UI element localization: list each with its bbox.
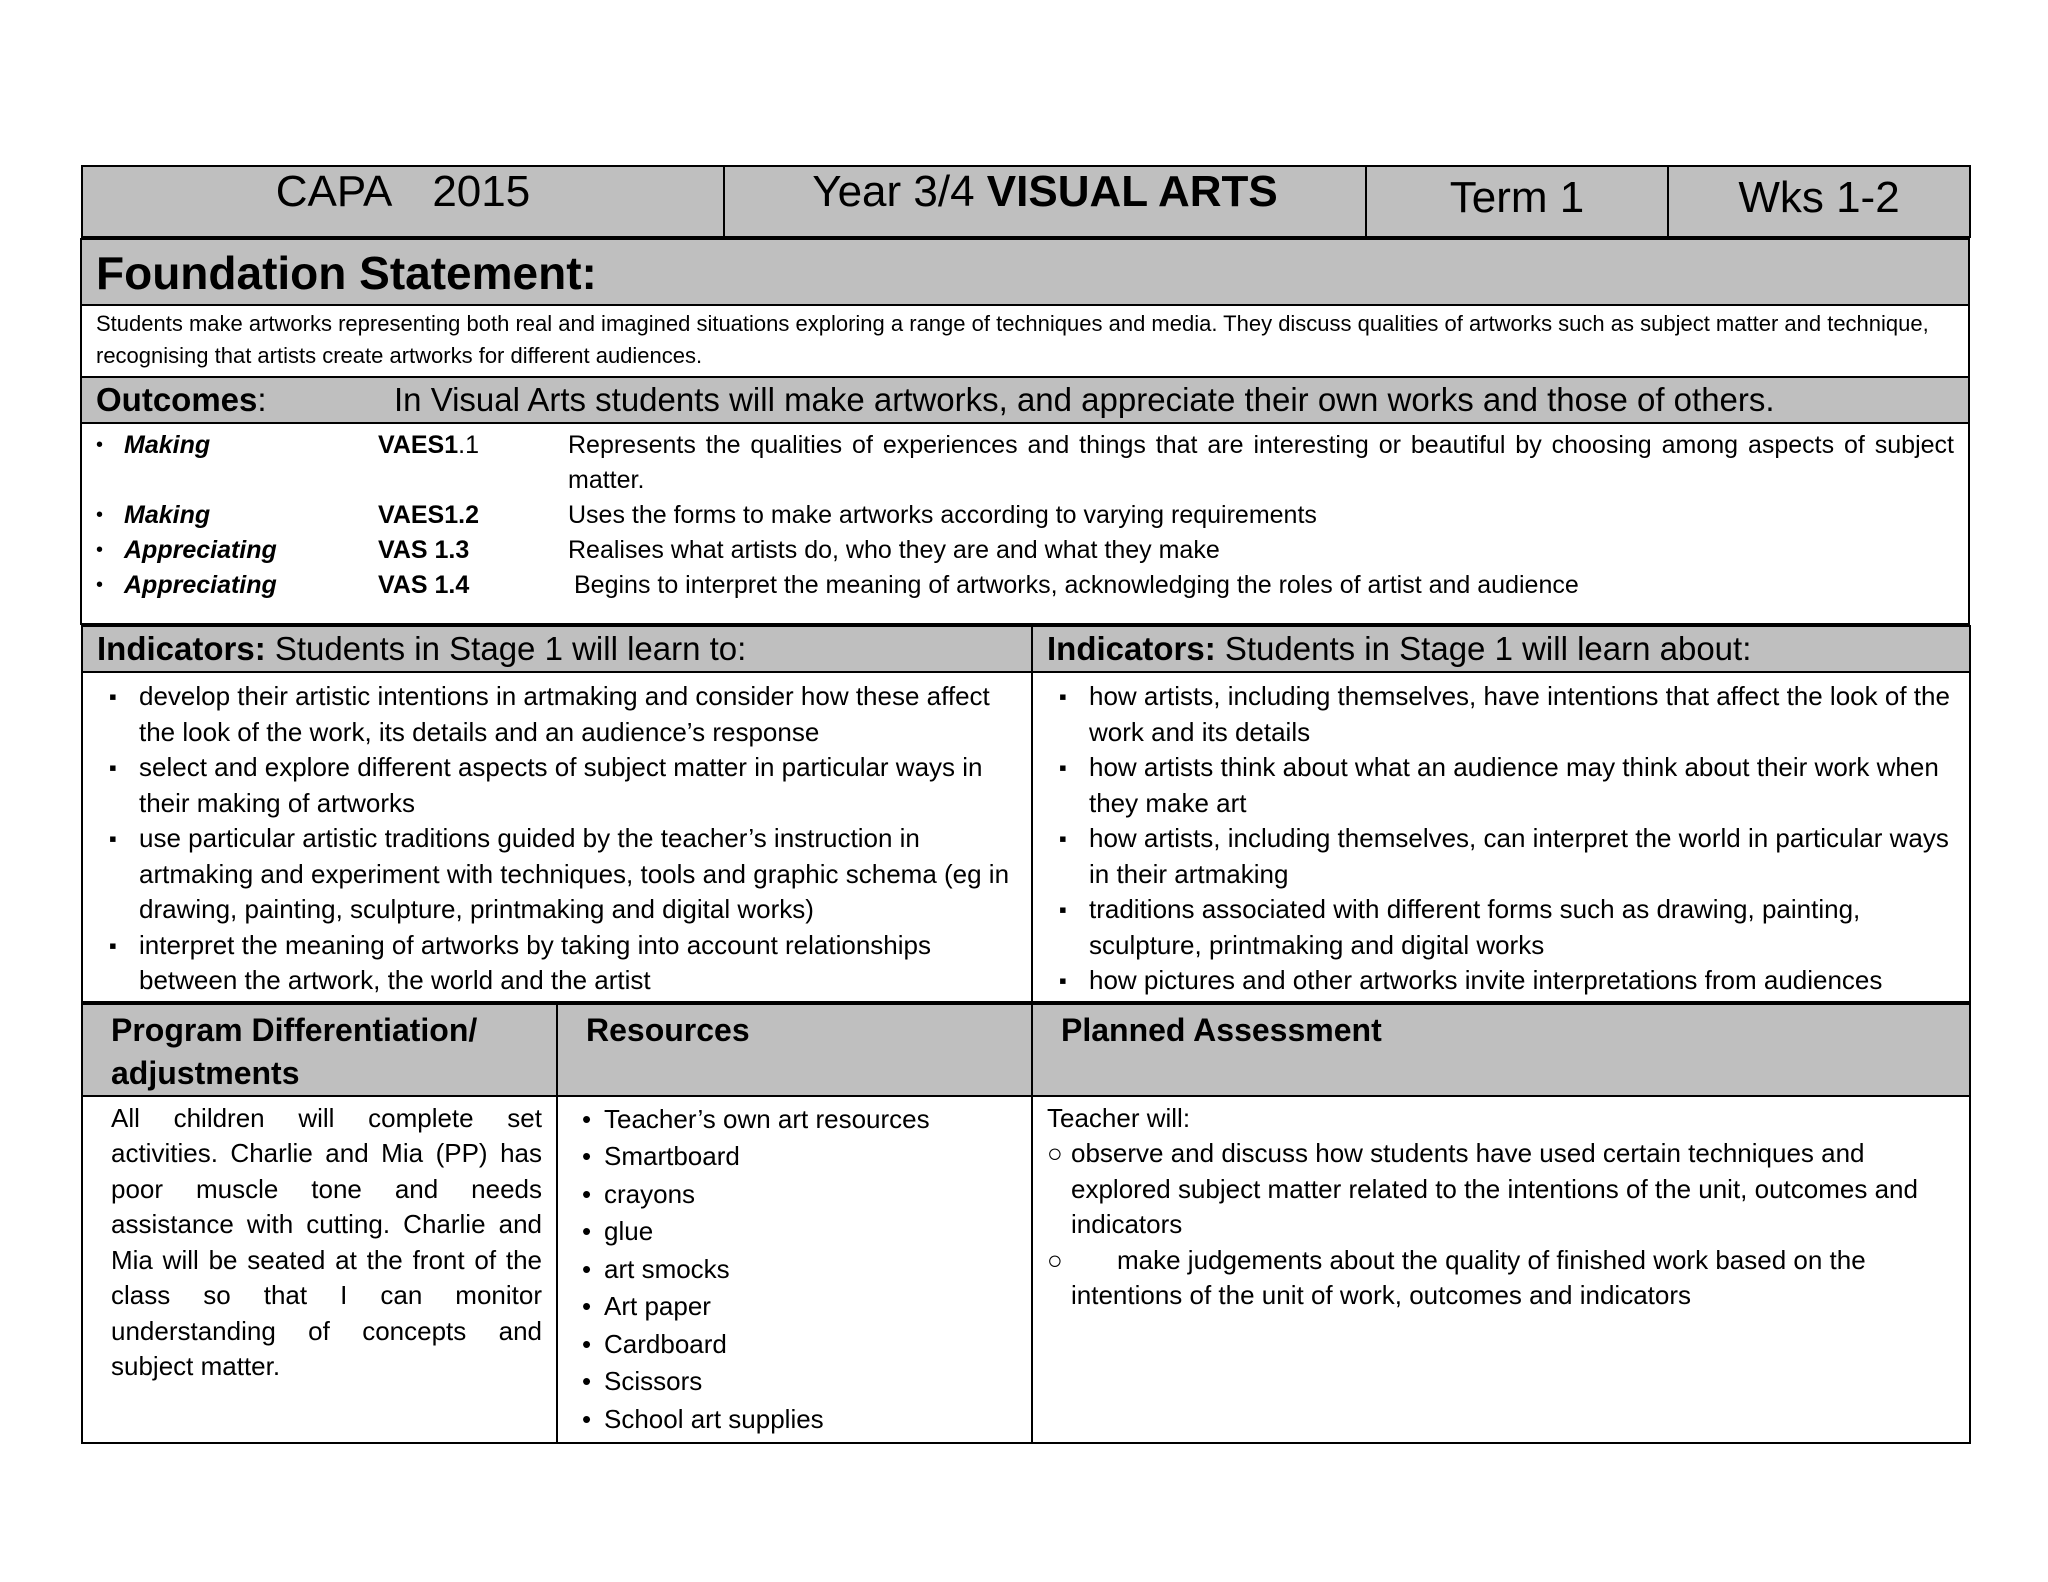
list-item: ▪ traditions associated with different forms such as drawing, painting, sculpture, printmaking and digital works bbox=[1089, 892, 1955, 963]
area-cell bbox=[724, 166, 1366, 237]
list-item: ▪ how artists, including themselves, can interpret the world in particular ways in their artmaking bbox=[1089, 821, 1955, 892]
list-item: ▪ use particular artistic traditions guided by the teacher’s instruction in artmaking and experiment with techniques, tools and graphic schema (eg in drawing, painting, sculpture, printmaking and digital works) bbox=[139, 821, 1017, 928]
outcome-code bbox=[378, 428, 568, 498]
list-item: ▪ develop their artistic intentions in artmaking and consider how these affect the look of the work, its details and an audience’s response bbox=[139, 679, 1017, 750]
lesson-plan-page bbox=[80, 165, 1968, 1444]
resources-list bbox=[558, 1097, 1031, 1443]
term-label: Term 1 bbox=[1449, 173, 1585, 222]
outcomes-colon: : bbox=[257, 381, 267, 418]
outcome-code: VAS 1.3 bbox=[378, 536, 470, 564]
list-item: ▪ how pictures and other artworks invite interpretations from audiences bbox=[1089, 963, 1955, 999]
outcome-code: VAES1.2 bbox=[378, 501, 479, 529]
term-cell bbox=[1366, 166, 1668, 237]
list-item: • crayons bbox=[604, 1176, 1021, 1214]
subject-label: CAPA bbox=[275, 167, 393, 216]
indicators-right-header bbox=[1032, 626, 1970, 672]
assessment-heading: Planned Assessment bbox=[1032, 1004, 1970, 1096]
outcome-type: Appreciating bbox=[124, 571, 277, 599]
outcome-desc: Realises what artists do, who they are and what they make bbox=[568, 536, 1220, 564]
assessment-cell bbox=[1032, 1096, 1970, 1444]
assessment-item bbox=[1047, 1136, 1955, 1243]
weeks-cell bbox=[1668, 166, 1970, 237]
indicators-left-cell bbox=[82, 672, 1032, 1002]
lesson-plan-table bbox=[80, 165, 1970, 1444]
outcome-type: Appreciating bbox=[124, 536, 277, 564]
assessment-intro: Teacher will: bbox=[1047, 1102, 1191, 1133]
program-text: All children will complete set activities. Charlie and Mia (PP) has poor muscle tone and needs assistance with cutting. Charlie and Mia will be seated at the front of the class so that I can monitor understanding of concepts and subject matter. bbox=[82, 1096, 557, 1444]
area-label: VISUAL ARTS bbox=[986, 167, 1278, 216]
list-item: ▪ how artists, including themselves, have intentions that affect the look of the work and its details bbox=[1089, 679, 1955, 750]
bullet-icon: • bbox=[96, 504, 104, 526]
bullet-icon: • bbox=[96, 539, 104, 561]
weeks-label: Wks 1-2 bbox=[1738, 173, 1900, 222]
indicators-right-label: Indicators: bbox=[1047, 630, 1216, 667]
outcome-item bbox=[96, 533, 1954, 568]
resources-cell bbox=[557, 1096, 1032, 1444]
year-label: 2015 bbox=[432, 167, 531, 216]
indicators-table bbox=[81, 625, 1971, 1003]
list-item: • Art paper bbox=[604, 1288, 1021, 1326]
circle-bullet-icon: ○ bbox=[1047, 1244, 1063, 1275]
outcomes-label: Outcomes bbox=[96, 381, 258, 418]
year-level-label: Year 3/4 bbox=[812, 167, 975, 216]
list-item: • art smocks bbox=[604, 1251, 1021, 1289]
assessment-item-text: observe and discuss how students have used certain techniques and explored subject matter related to the intentions of the unit, outcomes and indicators bbox=[1071, 1138, 1918, 1239]
foundation-text: Students make artworks representing both real and imagined situations exploring a range of techniques and media. They discuss qualities of artworks such as subject matter and technique, recognising that artists create artworks for different audiences. bbox=[81, 305, 1969, 377]
indicators-right-heading: Students in Stage 1 will learn about: bbox=[1224, 630, 1752, 667]
outcomes-header bbox=[81, 377, 1969, 423]
subject-cell bbox=[82, 166, 724, 237]
indicators-left-list bbox=[83, 673, 1031, 1001]
outcome-code-main: VAES1 bbox=[378, 431, 459, 459]
outcome-code-suffix: .1 bbox=[458, 431, 479, 459]
bullet-icon: • bbox=[96, 574, 104, 596]
foundation-title: Foundation Statement: bbox=[81, 239, 1969, 305]
list-item: ▪ interpret the meaning of artworks by taking into account relationships between the artwork, the world and the artist bbox=[139, 928, 1017, 999]
list-item: • School art supplies bbox=[604, 1401, 1021, 1439]
list-item: • glue bbox=[604, 1213, 1021, 1251]
circle-bullet-icon: ○ bbox=[1047, 1138, 1063, 1168]
list-item: • Cardboard bbox=[604, 1326, 1021, 1364]
indicators-left-label: Indicators: bbox=[97, 630, 266, 667]
list-item: • Teacher’s own art resources bbox=[604, 1101, 1021, 1139]
outcome-desc: Begins to interpret the meaning of artworks, acknowledging the roles of artist and audience bbox=[574, 571, 1579, 599]
outcome-item bbox=[96, 498, 1954, 533]
planning-table bbox=[81, 1003, 1971, 1445]
list-item: ▪ how artists think about what an audience may think about their work when they make art bbox=[1089, 750, 1955, 821]
assessment-item bbox=[1047, 1243, 1955, 1314]
outcome-type: Making bbox=[124, 431, 211, 459]
outcomes-statement: In Visual Arts students will make artworks, and appreciate their own works and those of others. bbox=[394, 381, 1775, 418]
outcome-desc: Uses the forms to make artworks according to varying requirements bbox=[568, 501, 1317, 529]
outcome-type: Making bbox=[124, 501, 211, 529]
assessment-item-text: make judgements about the quality of finished work based on the intentions of the unit of work, outcomes and indicators bbox=[1071, 1244, 1866, 1310]
header-row bbox=[81, 165, 1971, 238]
indicators-right-list bbox=[1033, 673, 1969, 1001]
indicators-left-heading: Students in Stage 1 will learn to: bbox=[274, 630, 747, 667]
list-item: • Scissors bbox=[604, 1363, 1021, 1401]
resources-heading: Resources bbox=[557, 1004, 1032, 1096]
indicators-right-cell bbox=[1032, 672, 1970, 1002]
list-item: • Smartboard bbox=[604, 1138, 1021, 1176]
bullet-icon: • bbox=[96, 434, 104, 456]
outcomes-list bbox=[81, 423, 1969, 624]
outcome-item bbox=[96, 568, 1954, 603]
list-item: ▪ select and explore different aspects of subject matter in particular ways in their making of artworks bbox=[139, 750, 1017, 821]
outcome-desc: Represents the qualities of experiences and things that are interesting or beautiful by choosing among aspects of subject matter. bbox=[568, 431, 1954, 494]
outcome-code: VAS 1.4 bbox=[378, 571, 470, 599]
outcome-item bbox=[96, 428, 1954, 498]
indicators-left-header bbox=[82, 626, 1032, 672]
program-heading: Program Differentiation/ adjustments bbox=[82, 1004, 557, 1096]
